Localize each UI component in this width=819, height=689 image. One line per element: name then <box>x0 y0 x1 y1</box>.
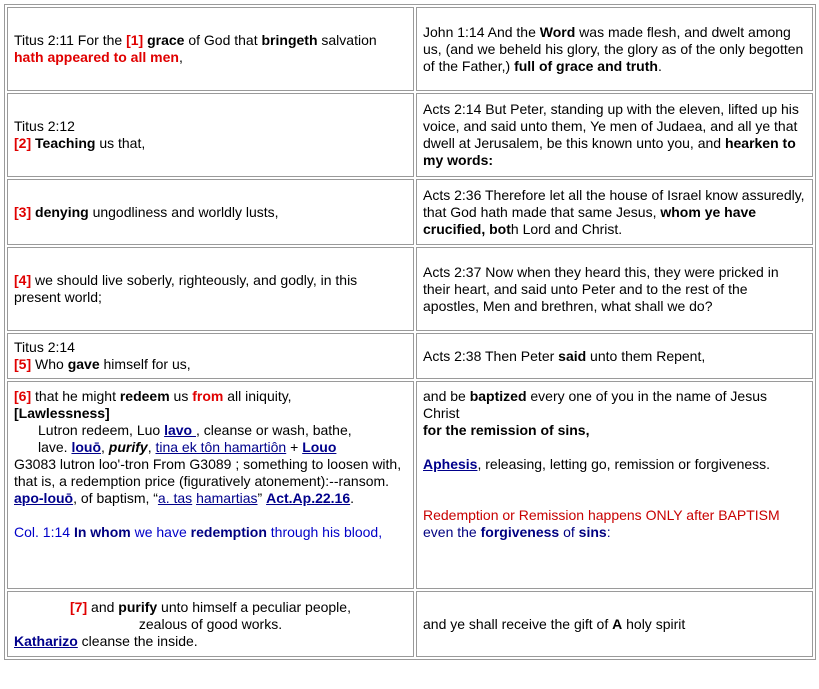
table-row-1 <box>7 7 813 91</box>
footnote-2: [2] <box>14 135 32 151</box>
footnote-7: [7] <box>70 598 88 615</box>
table-row-7 <box>7 591 813 657</box>
act-ap-link[interactable]: Act.Ap.22.16 <box>266 490 351 506</box>
left-cell-5: Titus 2:14 [5] Who gave himself for us, <box>7 333 414 379</box>
footnote-3: [3] <box>14 203 32 220</box>
apolouo-link[interactable]: apo-louō <box>14 490 74 506</box>
lavo-link[interactable]: lavo <box>164 422 196 438</box>
table-row-3 <box>7 179 813 245</box>
table-row-4 <box>7 247 813 331</box>
louo-link[interactable]: louō <box>71 439 102 455</box>
left-cell-1: Titus 2:11 For the [1] grace of God that bringeth salvation hath appeared to all men, <box>7 7 414 91</box>
left-cell-6: [6] that he might redeem us from all iniquity, [Lawlessness] Lutron redeem, Luo lavo , cleanse or wash, bathe, lave. louō, purify, tina ek tôn hamartiôn + Louo G3083 lutron loo'-tron From G3089 ; something to loosen with, that is, a redemption price (figuratively atonement):--ransom. apo-louō, of baptism, “a. tas hamartias” Act.Ap.22.16. Col. 1:14 In whom we have redemption through his blood, <box>7 381 414 589</box>
footnote-4: [4] <box>14 272 32 288</box>
left-cell-2: Titus 2:12 [2] Teaching us that, <box>7 93 414 177</box>
table-row-2 <box>7 93 813 177</box>
right-cell-7: and ye shall receive the gift of A holy spirit <box>416 591 813 657</box>
right-cell-3: Acts 2:36 Therefore let all the house of Israel know assuredly, that God hath made that same Jesus, whom ye have crucified, both Lord and Christ. <box>416 179 813 245</box>
right-cell-5: Acts 2:38 Then Peter said unto them Repent, <box>416 333 813 379</box>
left-cell-4: [4] we should live soberly, righteously, and godly, in this present world; <box>7 247 414 331</box>
right-cell-6: and be baptized every one of you in the name of Jesus Christ for the remission of sins, Aphesis, releasing, letting go, remission or forgiveness. Redemption or Remission happens ONLY after BAPTISM even the forgiveness of sins: <box>416 381 813 589</box>
a-tas-link[interactable]: a. tas <box>157 490 193 506</box>
verse-comparison-table <box>4 4 816 660</box>
footnote-5: [5] <box>14 356 32 372</box>
footnote-6: [6] <box>14 388 32 404</box>
footnote-1: [1] <box>126 32 144 48</box>
right-cell-4: Acts 2:37 Now when they heard this, they were pricked in their heart, and said unto Peter and to the rest of the apostles, Men and brethren, what shall we do? <box>416 247 813 331</box>
hamartias-link[interactable]: hamartias <box>196 490 258 506</box>
left-cell-7: [7] and purify unto himself a peculiar people, zealous of good works. Katharizo cleanse the inside. <box>7 591 414 657</box>
right-cell-1: John 1:14 And the Word was made flesh, and dwelt among us, (and we beheld his glory, the glory as of the only begotten of the Father,) full of grace and truth. <box>416 7 813 91</box>
right-cell-2: Acts 2:14 But Peter, standing up with the eleven, lifted up his voice, and said unto them, Ye men of Judaea, and all ye that dwell at Jerusalem, be this known unto you, and hearken to my words: <box>416 93 813 177</box>
left-cell-3: [3] denying ungodliness and worldly lusts, <box>7 179 414 245</box>
aphesis-link[interactable]: Aphesis <box>423 456 478 472</box>
table-row-6 <box>7 381 813 589</box>
katharizo-link[interactable]: Katharizo <box>14 632 78 649</box>
table-row-5 <box>7 333 813 379</box>
louo2-link[interactable]: Louo <box>302 439 337 455</box>
tina-link[interactable]: tina ek tôn hamartiôn <box>155 439 287 455</box>
